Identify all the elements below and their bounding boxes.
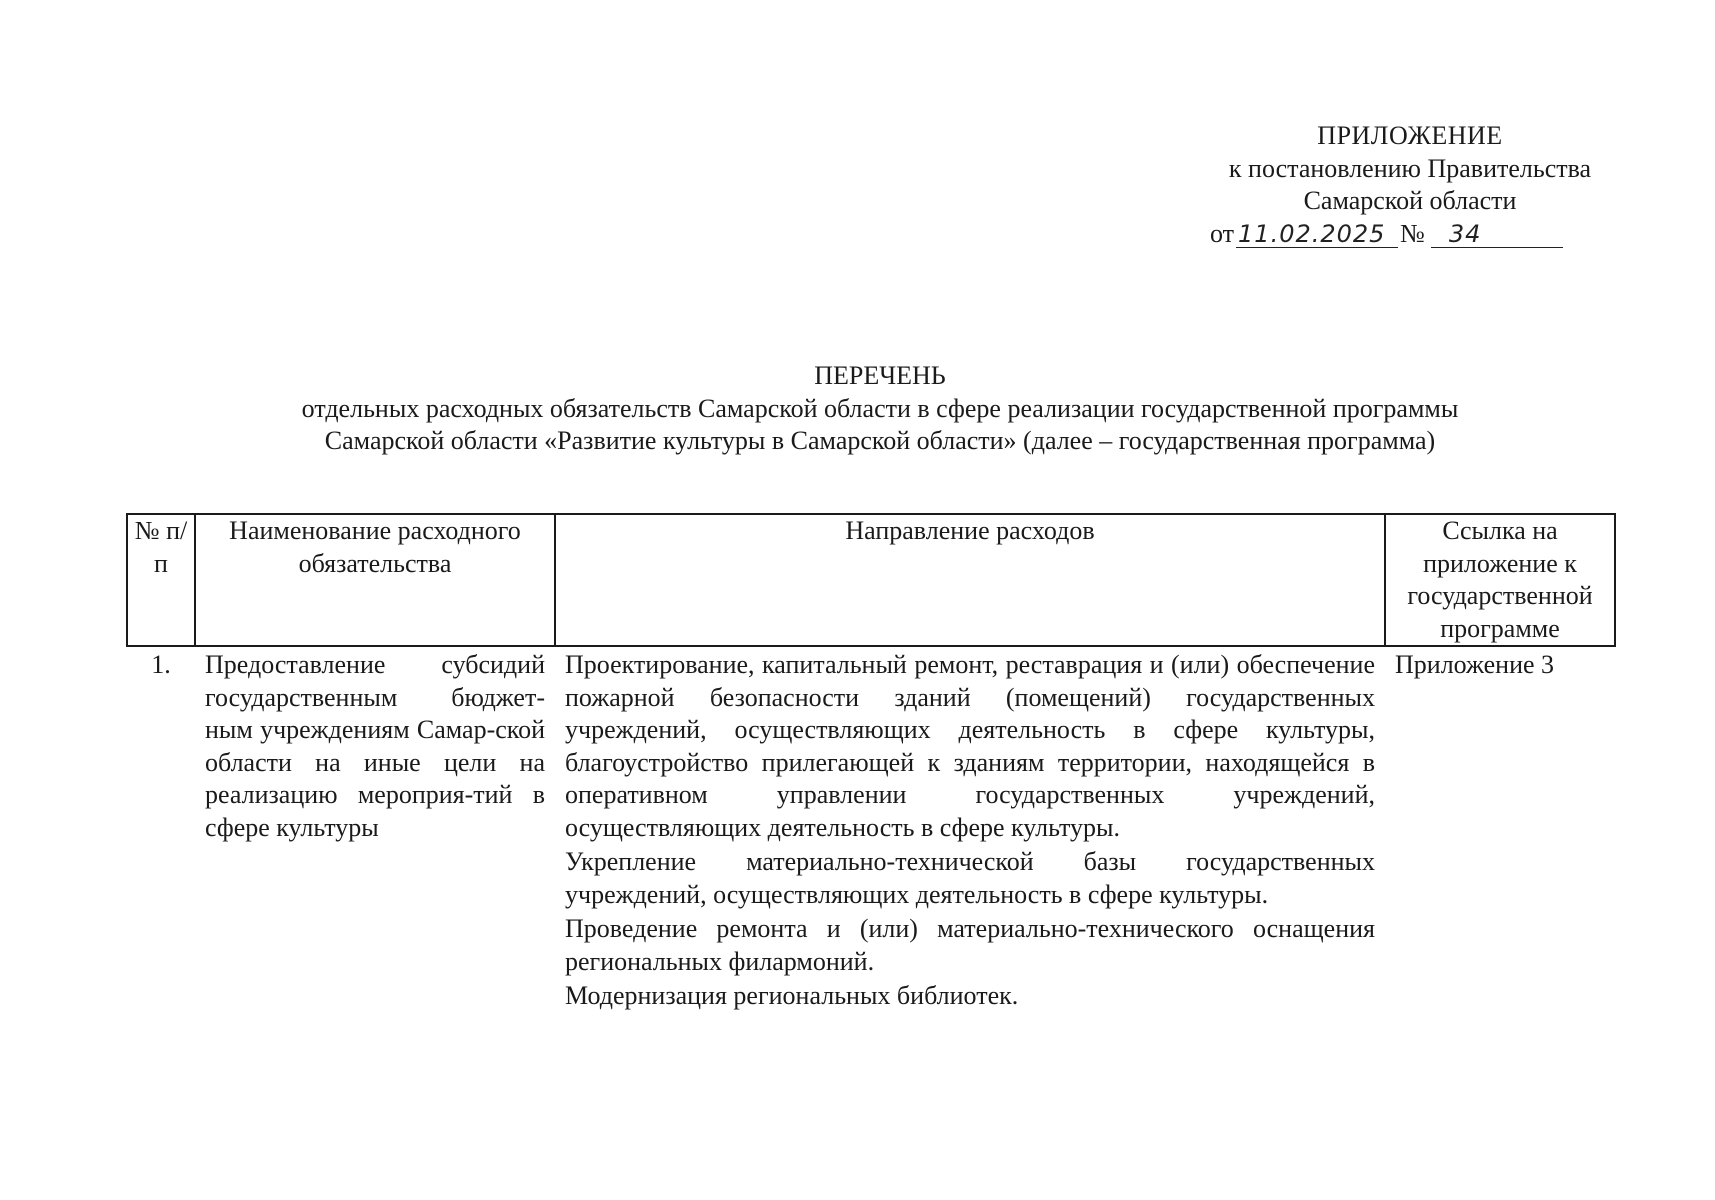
- row-directions-cell: [555, 646, 1385, 1013]
- direction-item: Проведение ремонта и (или) материально-технического оснащения региональных филармоний.: [565, 914, 1375, 976]
- table-row: [127, 646, 1615, 1013]
- header-direction: [555, 514, 1385, 646]
- table-header-row: [127, 514, 1615, 646]
- header-num-label: № п/п: [134, 516, 188, 578]
- header-name: [195, 514, 555, 646]
- direction-item: Укрепление материально-технической базы государственных учреждений, осуществляющих деятельность в сфере культуры.: [565, 847, 1375, 909]
- direction-item: Проектирование, капитальный ремонт, реставрация и (или) обеспечение пожарной безопасности зданий (помещений) государственных учреждений, осуществляющих деятельность в сфере культуры, благоустройство прилегающей к зданиям территории, находящейся в оперативном управлении государственных учреждений, осуществляющих деятельность в сфере культуры.: [565, 650, 1375, 842]
- document-heading: [120, 360, 1640, 458]
- appendix-title: ПРИЛОЖЕНИЕ: [1317, 121, 1503, 150]
- appendix-reference: [1180, 218, 1640, 251]
- from-label: от: [1210, 218, 1235, 248]
- obligations-table: [126, 513, 1616, 1013]
- header-name-label: Наименование расходного обязательства: [229, 516, 521, 578]
- table-header: [127, 514, 1615, 646]
- row-num: 1.: [151, 650, 171, 679]
- decree-number: 34: [1431, 221, 1563, 248]
- appendix-line-resolution: к постановлению Правительства: [1228, 153, 1592, 183]
- header-link: [1385, 514, 1615, 646]
- decree-date: 11.02.2025: [1236, 221, 1398, 248]
- table-body: [127, 646, 1615, 1013]
- header-num: [127, 514, 195, 646]
- row-name: Предоставление субсидий государственным бюджет-ным учреждениям Самар-ской области на иные цели на реализацию мероприя-тий в сфере культуры: [205, 650, 545, 842]
- header-link-label: Ссылка на приложение к государственной программе: [1407, 516, 1593, 643]
- appendix-stamp: [1180, 120, 1640, 250]
- document-subtitle-line-1: отдельных расходных обязательств Самарской области в сфере реализации государственной программы: [301, 393, 1459, 423]
- row-link: Приложение 3: [1395, 650, 1555, 679]
- row-name-cell: [195, 646, 555, 1013]
- appendix-line-region: Самарской области: [1303, 186, 1517, 215]
- direction-item: Модернизация региональных библиотек.: [565, 981, 1019, 1010]
- document-subtitle-line-2: Самарской области «Развитие культуры в Самарской области» (далее – государственная программа): [324, 426, 1436, 455]
- header-direction-label: Направление расходов: [845, 516, 1095, 545]
- document-title: ПЕРЕЧЕНЬ: [814, 361, 946, 390]
- number-label: №: [1400, 218, 1425, 248]
- row-link-cell: [1385, 646, 1615, 1013]
